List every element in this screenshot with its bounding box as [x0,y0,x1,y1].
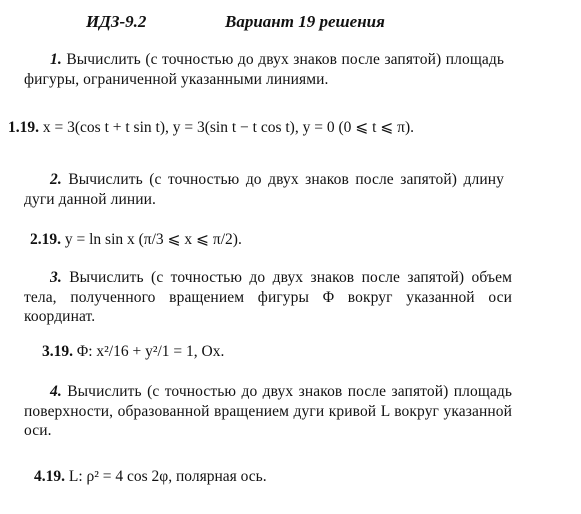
task-3-statement [24,268,512,327]
task-3-problem-label: 3.19. [42,343,73,360]
task-4-number: 4. [50,383,62,400]
task-2-problem-formula: y = ln sin x (π/3 ⩽ x ⩽ π/2). [64,231,242,248]
task-2-problem [30,230,242,249]
task-1-text: Вычислить (с точностью до двух знаков после запятой) площадь фигуры, ограниченной указанными линиями. [24,51,504,88]
task-2-problem-label: 2.19. [30,231,61,248]
task-4-problem-label: 4.19. [34,468,65,485]
task-3-text: Вычислить (с точностью до двух знаков после запятой) объем тела, полученного вращением фигуры Φ вокруг указанной оси координат. [24,269,512,325]
task-4-text: Вычислить (с точностью до двух знаков после запятой) площадь поверхности, образованной вращением дуги кривой L вокруг указанной оси. [24,383,512,439]
task-2-text: Вычислить (с точностью до двух знаков после запятой) длину дуги данной линии. [24,171,504,208]
task-4-statement [24,382,512,441]
task-1-statement [24,50,504,89]
task-4-problem [34,468,267,486]
variant-title: Вариант 19 решения [225,12,385,31]
task-1-problem-formula: x = 3(cos t + t sin t), y = 3(sin t − t cos t), y = 0 (0 ⩽ t ⩽ π). [42,119,414,136]
task-1-problem-label: 1.19. [8,119,39,136]
task-3-number: 3. [50,269,62,286]
doc-title: ИДЗ-9.2 [86,12,147,31]
task-2-number: 2. [50,171,62,188]
task-3-problem-formula: Φ: x²/16 + y²/1 = 1, Ox. [76,343,225,360]
task-4-problem-formula: L: ρ² = 4 cos 2φ, полярная ось. [68,468,267,485]
task-3-problem [42,343,224,361]
task-1-problem [8,118,414,137]
task-2-statement [24,170,504,209]
task-1-number: 1. [50,51,62,68]
